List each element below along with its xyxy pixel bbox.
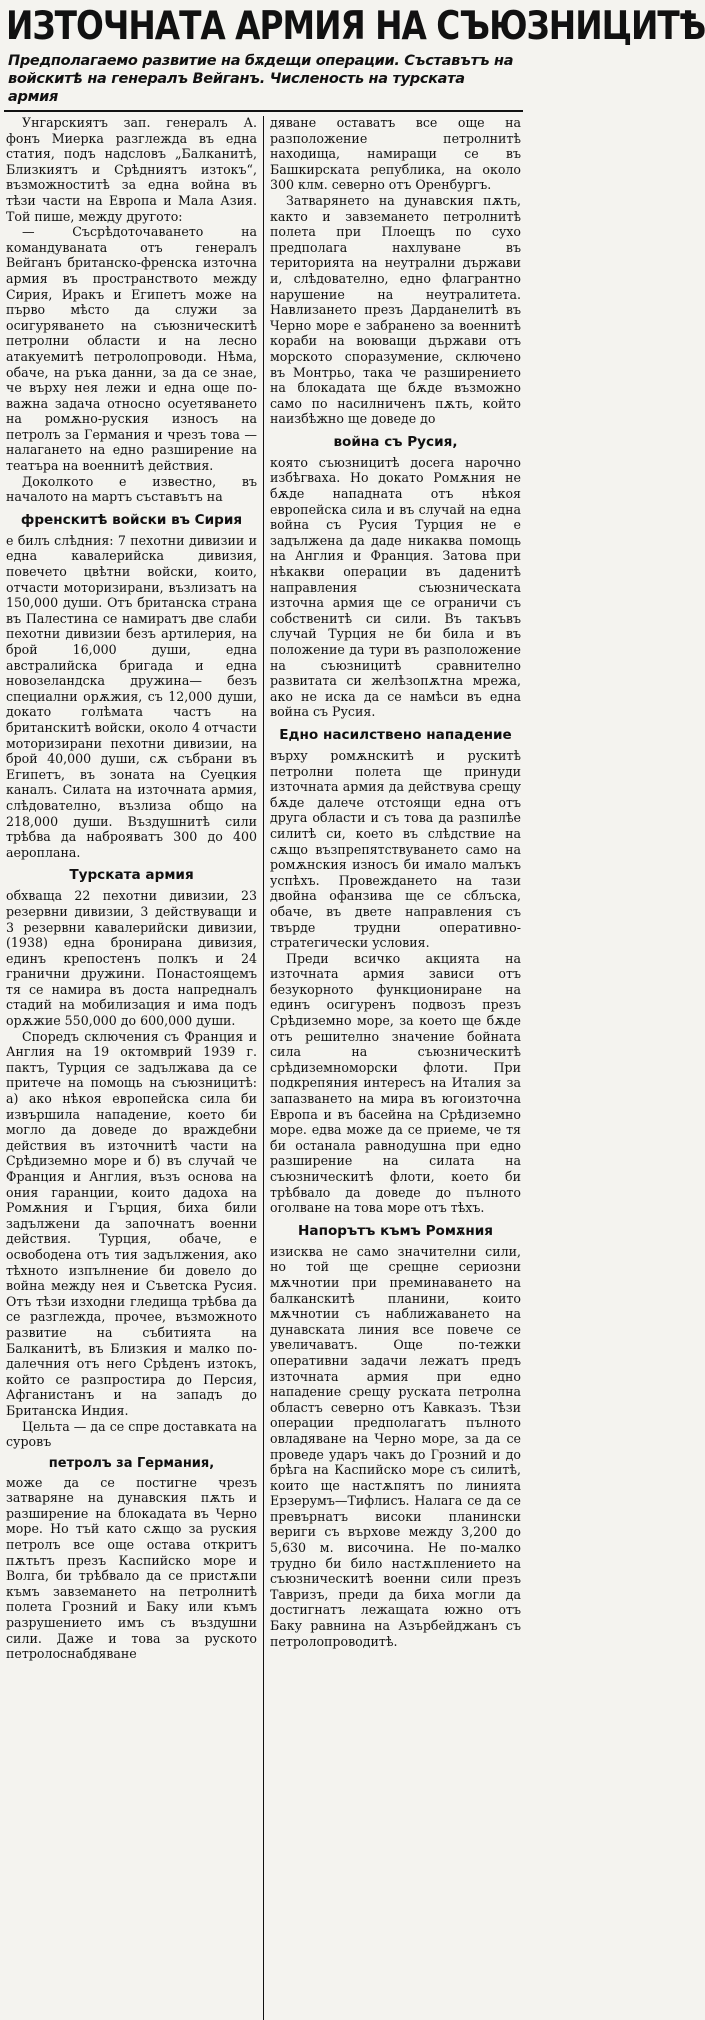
- paragraph: обхваща 22 пехотни дивизии, 23 резервни дивизии, 3 действуващи и 3 резервни кавалерийски дивизии, (1938) една бронирана дивизия, единъ крепостенъ полкъ и 24 гранични дружини. Понастоящемъ тя се намира въ доста напредналъ стадий на мобилизация и има подъ орѫжие 550,000 до 600,000 души.: [6, 888, 257, 1029]
- article-columns: [0, 112, 527, 2020]
- section-heading: френскитѣ войски въ Сирия: [20, 511, 243, 528]
- paragraph: която съюзницитѣ досега нарочно избѣгваха. Но докато Ромѫния не бѫде нападната отъ нѣкоя европейска сила и въ случай на една война съ Русия Турция не е задължена да даде никаква помощь на Англия и Франция. Затова при нѣкакви операции въ даденитѣ направления съюзническата източна армия ще се ограничи съ собственитѣ си сили. Въ такъвъ случай Турция не би била и въ положение да тури въ разположение на съюзницитѣ сравнително развитата си желѣзопѫтна мрежа, ако не иска да се намѣси въ една война съ Русия.: [270, 454, 521, 720]
- headline: ИЗТОЧНАТА АРМИЯ НА СЪЮЗНИЦИТѢ: [6, 4, 705, 49]
- left-column: [6, 115, 257, 2020]
- column-divider: [263, 116, 264, 2020]
- paragraph: Унгарскиятъ зап. генералъ А. фонъ Миерка разглежда въ една статия, подъ надсловъ „Балканитѣ, Близкиятъ и Срѣдниятъ изтокъ“, възможноститѣ за една война въ тѣзи части на Европа и Мала Азия. Той пише, между другото:: [6, 115, 257, 224]
- paragraph: — Съсрѣдоточаването на командуваната отъ генералъ Вейганъ британско-френска източна армия въ пространството между Сирия, Иракъ и Египетъ може на първо мѣсто да служи за осигуряването на съюзническитѣ петролни области и на лесно атакуемитѣ петролопроводи. Нѣма, обаче, на ръка данни, за да се знае, че върху нея лежи и една още по-важна задача относно осуетяването на ромѫно-руския износъ на петролъ за Германия и чрезъ това — налагането на едно разширение на театъра на военнитѣ действия.: [6, 224, 257, 474]
- paragraph: дяване оставатъ все още на разположение петролнитѣ находища, намиращи се въ Башкирската република, на около 300 клм. северно отъ Оренбургъ.: [270, 115, 521, 193]
- subheadline: Предполагаемо развитие на бѫдещи операции. Съставътъ на войскитѣ на генералъ Вейганъ. Численость на турската армия: [8, 53, 514, 105]
- paragraph: Преди всичко акцията на източната армия зависи отъ безукорното функциониране на единъ осигуренъ подвозъ презъ Срѣдиземно море, за което ще бѫде отъ решително значение бойната сила на съюзническитѣ срѣдиземноморски флоти. При подкрепяния интересъ на Италия за запазването на мира въ югоизточна Европа и въ басейна на Срѣдиземно море. едва може да се приеме, че тя би останала равнодушна при едно разширение на силата на съюзническитѣ флоти, което би трѣбвало да доведе до пълното оголване на това море отъ тѣхъ.: [270, 950, 521, 1216]
- section-heading: Напорътъ къмъ Ромѫния: [298, 1222, 493, 1239]
- paragraph: е билъ слѣдния: 7 пехотни дивизии и една кавалерийска дивизия, повечето цвѣтни войски, които, отчасти моторизирани, възлизатъ на 150,000 души. Отъ британска страна въ Палестина се намиратъ две слаби пехотни дивизии безъ артилерия, на брой 16,000 души, една австралийска бригада и една новозеландска дружина— безъ специални орѫжия, съ 12,000 души, докато голѣмата частъ на британскитѣ войски, около 4 отчасти моторизирани пехотни дивизии, на брой 40,000 души, сѫ събрани въ Египетъ, въ зоната на Суецкия каналъ. Силата на източната армия, слѣдователно, възлиза общо на 218,000 души. Въздушнитѣ сили трѣбва да наброяватъ 300 до 400 аероплана.: [6, 532, 257, 860]
- paragraph: върху ромѫнскитѣ и рускитѣ петролни полета ще принуди източната армия да действува срещу бѫде далече отстоящи една отъ друга области и съ това да разпилѣе силитѣ си, което въ слѣдствие на сѫщо възпрепятствуването само на ромѫнския износъ би имало малъкъ успѣхъ. Провеждането на тази двойна офанзива ще се сблъска, обаче, въ двете направления съ твърде трудни оперативно-стратегически условия.: [270, 747, 521, 951]
- paragraph: Затварянето на дунавския пѫть, както и завземането петролнитѣ полета при Плоещъ по сухо предполага нахлуване въ територията на неутрални държави и, слѣдователно, едно флагрантно нарушение на неутралитета. Навлизането презъ Дарданелитѣ въ Черно море е забранено за военнитѣ кораби на воюващи държави отъ морското споразумение, сключено въ Монтрьо, така че разширението на блокадата ще бѫде възможно само по насилниченъ пѫть, който наизбѣжно ще доведе до: [270, 192, 521, 427]
- paragraph: Споредъ сключения съ Франция и Англия на 19 октомврий 1939 г. пактъ, Турция се задължава да се притече на помощь на съюзницитѣ: а) ако нѣкоя европейска сила би извършила нападение, което би могло да доведе до враждебни действия въ източнитѣ части на Срѣдиземно море и б) въ случай че Франция и Англия, възъ основа на ония гаранции, които дадоха на Ромѫния и Гърция, биха били задължени да започнатъ военни действия. Турция, обаче, е освободена отъ тия задължения, ако тѣхното изпълнение би довело до война между нея и Съветска Русия. Отъ тѣзи изходни гледища трѣбва да се разглежда, прочее, възможното развитие на събитията на Балканитѣ, въ Близкия и малко по-далечния отъ него Срѣденъ изтокъ, който се разпростира до Персия, Афганистанъ и на западъ до Британска Индия.: [6, 1028, 257, 1418]
- paragraph: Доколкото е известно, въ началото на мартъ съставътъ на: [6, 473, 257, 505]
- newspaper-page: [0, 4, 705, 2017]
- section-heading: война съ Русия,: [333, 433, 458, 450]
- section-heading: Едно насилствено нападение: [279, 726, 512, 743]
- section-heading: Турската армия: [69, 867, 194, 884]
- paragraph: изисква не само значителни сили, но той ще срещне сериозни мѫчнотии при преминаването на балканскитѣ планини, които мѫчнотии съ наближаването на дунавската линия все повече се увеличаватъ. Още по-тежки оперативни задачи лежатъ предъ източната армия при едно нападение срещу руската петролна областъ северно отъ Кавказъ. Тѣзи операции предполагатъ пълното овладяване на Черно море, за да се проведе ударъ чакъ до Грозний и до брѣга на Каспийско море съ силитѣ, които ще настѫпятъ по линията Ерзерумъ—Тифлисъ. Налага се да се превърнатъ високи планински вериги съ върхове между 3,200 до 5,630 м. височина. Не по-малко трудно би било настѫплението на съюзническитѣ военни сили презъ Тавризъ, преди да биха могли да достигнатъ лежащата южно отъ Баку равнина на Азърбейджанъ съ петролопроводитѣ.: [270, 1243, 521, 1649]
- paragraph: може да се постигне чрезъ затваряне на дунавския пѫть и разширение на блокадата въ Черно море. Но тъй като сѫщо за руския петролъ все още остава откритъ пѫтьтъ презъ Каспийско море и Волга, би трѣбвало да се пристѫпи къмъ завземането на петролнитѣ полета Грозний и Баку или къмъ разрушението имъ съ въздушни сили. Даже и това за руското петролоснабдяване: [6, 1474, 257, 1662]
- section-heading: петролъ за Германия,: [48, 1455, 215, 1471]
- paragraph: Цельта — да се спре доставката на суровъ: [6, 1418, 257, 1450]
- right-column: [270, 115, 521, 2020]
